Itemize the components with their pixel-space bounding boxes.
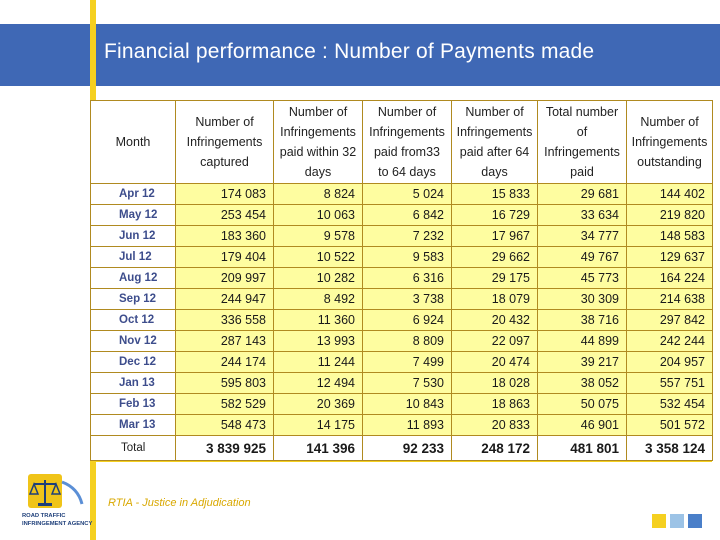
value-cell: 248 172 xyxy=(452,436,538,461)
month-cell: Mar 13 xyxy=(91,415,176,436)
header-line: days xyxy=(304,165,332,179)
month-cell: Jan 13 xyxy=(91,373,176,394)
month-cell: Aug 12 xyxy=(91,268,176,289)
value-cell: 16 729 xyxy=(452,205,538,226)
header-line: paid within 32 xyxy=(279,145,357,159)
value-cell: 6 924 xyxy=(363,310,452,331)
value-cell: 253 454 xyxy=(176,205,274,226)
table-row xyxy=(91,310,713,331)
value-cell: 29 662 xyxy=(452,247,538,268)
header-line: Month xyxy=(115,135,151,149)
total-label: Total xyxy=(91,436,176,461)
month-cell: Dec 12 xyxy=(91,352,176,373)
slide-title: Financial performance : Number of Payments made xyxy=(104,40,595,63)
blue-square-icon xyxy=(688,514,702,528)
value-cell: 244 947 xyxy=(176,289,274,310)
payments-table-container xyxy=(90,100,712,462)
table-row xyxy=(91,289,713,310)
header-line: of xyxy=(576,125,588,139)
header-line: captured xyxy=(200,155,249,169)
table-row xyxy=(91,268,713,289)
header-line: Number of xyxy=(377,105,437,119)
month-cell: Apr 12 xyxy=(91,184,176,205)
value-cell: 148 583 xyxy=(627,226,713,247)
value-cell: 20 474 xyxy=(452,352,538,373)
value-cell: 7 530 xyxy=(363,373,452,394)
value-cell: 39 217 xyxy=(538,352,627,373)
value-cell: 297 842 xyxy=(627,310,713,331)
column-header-4 xyxy=(452,101,538,184)
month-cell: Nov 12 xyxy=(91,331,176,352)
value-cell: 10 063 xyxy=(274,205,363,226)
table-row xyxy=(91,226,713,247)
value-cell: 17 967 xyxy=(452,226,538,247)
header-line: days xyxy=(481,165,508,179)
value-cell: 501 572 xyxy=(627,415,713,436)
value-cell: 49 767 xyxy=(538,247,627,268)
header-line: paid xyxy=(570,165,594,179)
column-header-1 xyxy=(176,101,274,184)
table-row xyxy=(91,184,713,205)
value-cell: 242 244 xyxy=(627,331,713,352)
month-cell: Oct 12 xyxy=(91,310,176,331)
value-cell: 10 843 xyxy=(363,394,452,415)
value-cell: 8 809 xyxy=(363,331,452,352)
header-line: Number of xyxy=(288,105,348,119)
table-header-row xyxy=(91,101,713,184)
value-cell: 15 833 xyxy=(452,184,538,205)
value-cell: 219 820 xyxy=(627,205,713,226)
column-header-5 xyxy=(538,101,627,184)
value-cell: 22 097 xyxy=(452,331,538,352)
value-cell: 6 842 xyxy=(363,205,452,226)
table-row xyxy=(91,331,713,352)
value-cell: 532 454 xyxy=(627,394,713,415)
header-line: Infringements xyxy=(186,135,263,149)
value-cell: 548 473 xyxy=(176,415,274,436)
header-line: Number of xyxy=(465,105,524,119)
value-cell: 18 028 xyxy=(452,373,538,394)
value-cell: 174 083 xyxy=(176,184,274,205)
value-cell: 34 777 xyxy=(538,226,627,247)
total-row xyxy=(91,436,713,461)
month-cell: May 12 xyxy=(91,205,176,226)
value-cell: 29 681 xyxy=(538,184,627,205)
value-cell: 12 494 xyxy=(274,373,363,394)
header-line: Number of xyxy=(195,115,254,129)
value-cell: 50 075 xyxy=(538,394,627,415)
table-row xyxy=(91,373,713,394)
header-line: paid from33 xyxy=(373,145,440,159)
table-body xyxy=(91,184,713,461)
value-cell: 3 738 xyxy=(363,289,452,310)
value-cell: 204 957 xyxy=(627,352,713,373)
logo-text-line-1: ROAD TRAFFIC xyxy=(22,513,66,519)
value-cell: 595 803 xyxy=(176,373,274,394)
value-cell: 45 773 xyxy=(538,268,627,289)
header-line: Infringements xyxy=(369,125,445,139)
value-cell: 8 824 xyxy=(274,184,363,205)
value-cell: 11 244 xyxy=(274,352,363,373)
header-line: Infringements xyxy=(631,135,708,149)
header-line: Infringements xyxy=(456,125,533,139)
month-cell: Feb 13 xyxy=(91,394,176,415)
table-row xyxy=(91,352,713,373)
value-cell: 214 638 xyxy=(627,289,713,310)
value-cell: 287 143 xyxy=(176,331,274,352)
value-cell: 129 637 xyxy=(627,247,713,268)
value-cell: 20 833 xyxy=(452,415,538,436)
value-cell: 18 863 xyxy=(452,394,538,415)
value-cell: 11 893 xyxy=(363,415,452,436)
logo-text-line-2: INFRINGEMENT AGENCY xyxy=(22,521,93,527)
table-row xyxy=(91,205,713,226)
payments-table xyxy=(90,100,713,461)
value-cell: 183 360 xyxy=(176,226,274,247)
table-row xyxy=(91,394,713,415)
value-cell: 336 558 xyxy=(176,310,274,331)
value-cell: 30 309 xyxy=(538,289,627,310)
value-cell: 3 358 124 xyxy=(627,436,713,461)
column-header-2 xyxy=(274,101,363,184)
value-cell: 20 432 xyxy=(452,310,538,331)
value-cell: 141 396 xyxy=(274,436,363,461)
header-line: Infringements xyxy=(544,145,620,159)
header-line: paid after 64 xyxy=(459,145,530,159)
value-cell: 557 751 xyxy=(627,373,713,394)
value-cell: 33 634 xyxy=(538,205,627,226)
value-cell: 7 499 xyxy=(363,352,452,373)
value-cell: 92 233 xyxy=(363,436,452,461)
value-cell: 10 282 xyxy=(274,268,363,289)
value-cell: 38 716 xyxy=(538,310,627,331)
value-cell: 11 360 xyxy=(274,310,363,331)
value-cell: 481 801 xyxy=(538,436,627,461)
value-cell: 29 175 xyxy=(452,268,538,289)
value-cell: 582 529 xyxy=(176,394,274,415)
header-line: Number of xyxy=(640,115,699,129)
value-cell: 44 899 xyxy=(538,331,627,352)
value-cell: 164 224 xyxy=(627,268,713,289)
value-cell: 179 404 xyxy=(176,247,274,268)
header-line: outstanding xyxy=(637,155,702,169)
header-line: Infringements xyxy=(280,125,356,139)
month-cell: Sep 12 xyxy=(91,289,176,310)
light-blue-square-icon xyxy=(670,514,684,528)
table-row xyxy=(91,247,713,268)
value-cell: 38 052 xyxy=(538,373,627,394)
value-cell: 244 174 xyxy=(176,352,274,373)
column-header-6 xyxy=(627,101,713,184)
value-cell: 13 993 xyxy=(274,331,363,352)
month-cell: Jul 12 xyxy=(91,247,176,268)
value-cell: 46 901 xyxy=(538,415,627,436)
column-header-month xyxy=(91,101,176,184)
value-cell: 3 839 925 xyxy=(176,436,274,461)
value-cell: 8 492 xyxy=(274,289,363,310)
value-cell: 5 024 xyxy=(363,184,452,205)
value-cell: 209 997 xyxy=(176,268,274,289)
footer-tagline: RTIA - Justice in Adjudication xyxy=(108,497,251,509)
header-line: to 64 days xyxy=(378,165,436,179)
month-cell: Jun 12 xyxy=(91,226,176,247)
value-cell: 20 369 xyxy=(274,394,363,415)
value-cell: 9 583 xyxy=(363,247,452,268)
value-cell: 7 232 xyxy=(363,226,452,247)
value-cell: 10 522 xyxy=(274,247,363,268)
value-cell: 144 402 xyxy=(627,184,713,205)
value-cell: 14 175 xyxy=(274,415,363,436)
value-cell: 6 316 xyxy=(363,268,452,289)
table-row xyxy=(91,415,713,436)
yellow-square-icon xyxy=(652,514,666,528)
header-line: Total number xyxy=(545,105,619,119)
column-header-3 xyxy=(363,101,452,184)
value-cell: 18 079 xyxy=(452,289,538,310)
rtia-logo xyxy=(20,470,98,534)
value-cell: 9 578 xyxy=(274,226,363,247)
